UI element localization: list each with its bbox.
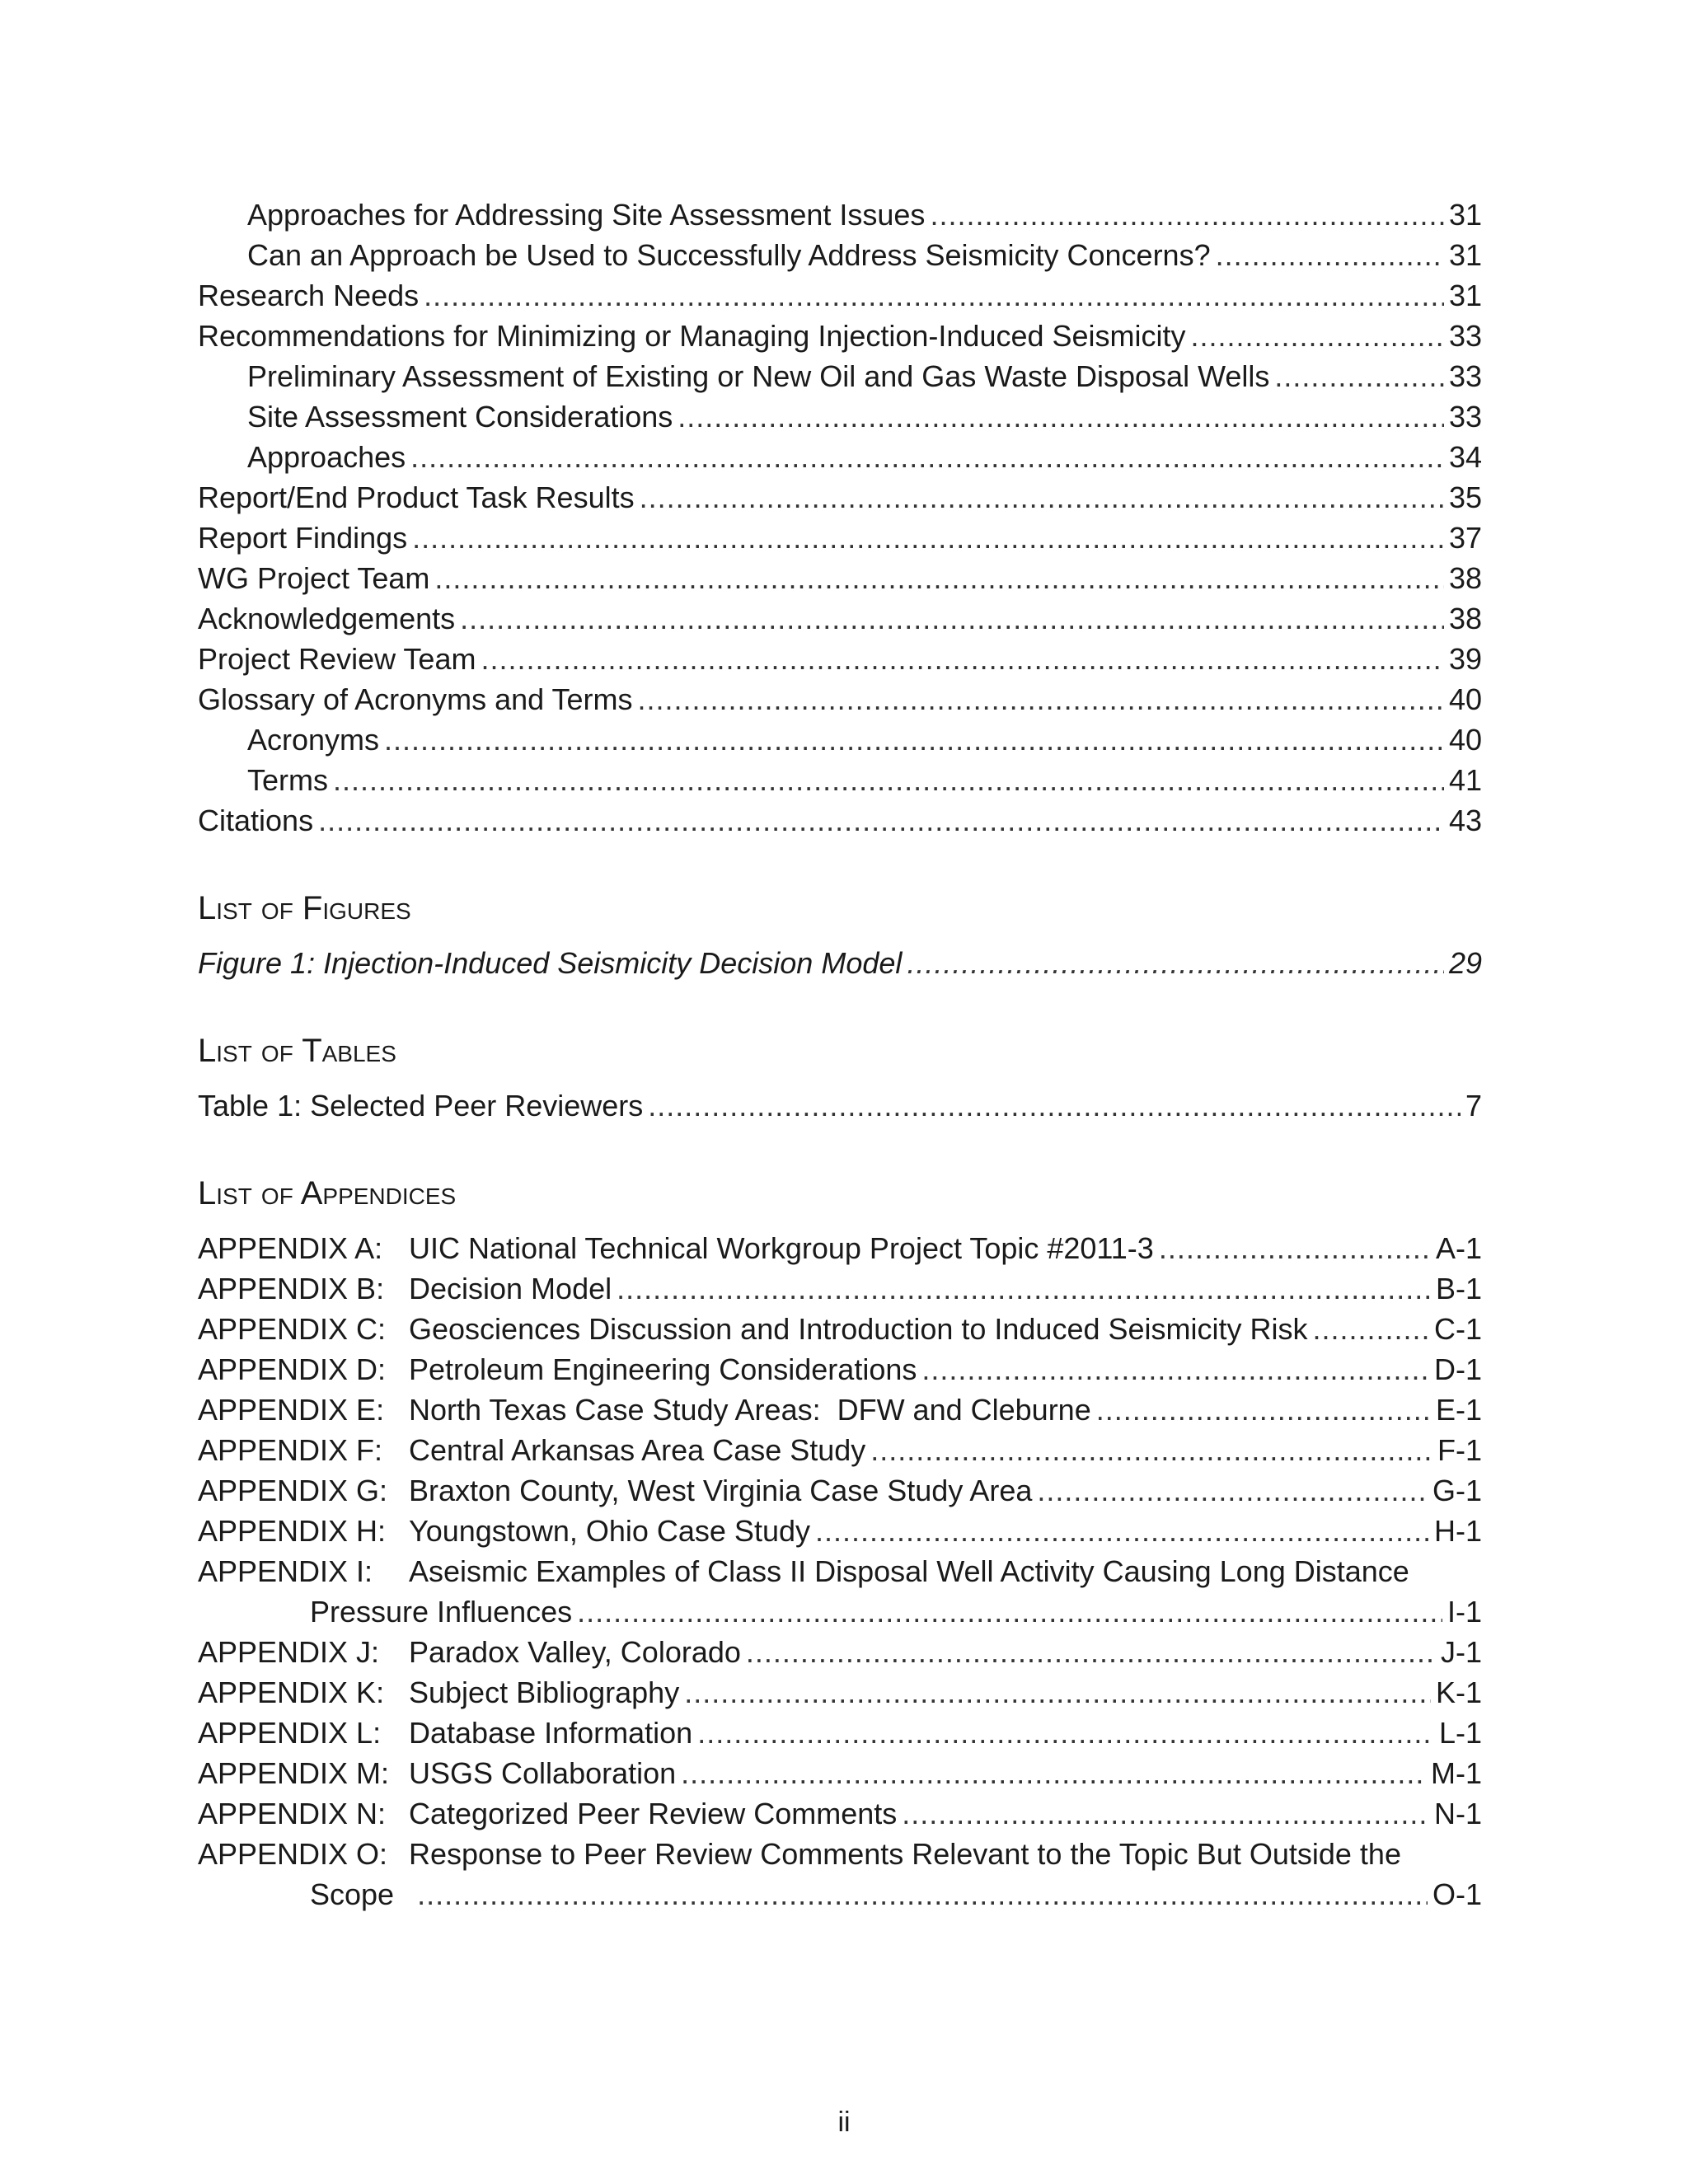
toc-entry-title: WG Project Team	[198, 561, 430, 595]
toc-entry[interactable]	[198, 760, 1482, 800]
appendix-entry[interactable]	[198, 1834, 1482, 1915]
dot-leader	[815, 1511, 1429, 1551]
appendix-label: APPENDIX N:	[198, 1797, 387, 1830]
appendix-label: APPENDIX A:	[198, 1231, 383, 1265]
figure-entry-title: Figure 1: Injection-Induced Seismicity Decision Model	[198, 946, 903, 980]
toc-entry-page: 33	[1448, 359, 1482, 393]
appendix-title: Response to Peer Review Comments Relevant to the Topic But Outside the	[409, 1837, 1401, 1871]
appendix-title: North Texas Case Study Areas: DFW and Cleburne	[409, 1393, 1091, 1427]
dot-leader	[930, 194, 1444, 235]
appendix-label: APPENDIX I:	[198, 1554, 373, 1588]
appendix-title: Subject Bibliography	[409, 1675, 680, 1709]
appendix-title: Paradox Valley, Colorado	[409, 1635, 741, 1669]
appendix-page: C-1	[1433, 1312, 1482, 1346]
toc-entry-page: 39	[1448, 642, 1482, 676]
toc-entry[interactable]	[198, 477, 1482, 518]
dot-leader	[684, 1672, 1431, 1713]
toc-entry-title: Acronyms	[247, 723, 380, 757]
appendix-entry[interactable]	[198, 1309, 1482, 1349]
toc-entry-title: Preliminary Assessment of Existing or New Oil and Gas Waste Disposal Wells	[247, 359, 1270, 393]
toc-entry-title: Can an Approach be Used to Successfully Address Seismicity Concerns?	[247, 238, 1211, 272]
toc-entry[interactable]	[198, 800, 1482, 841]
toc-entry-title: Glossary of Acronyms and Terms	[198, 682, 633, 716]
toc-entry[interactable]	[198, 518, 1482, 558]
appendix-entry[interactable]	[198, 1228, 1482, 1268]
toc-entry-title: Report/End Product Task Results	[198, 480, 635, 514]
toc-entry-title: Site Assessment Considerations	[247, 400, 673, 434]
appendix-label: APPENDIX G:	[198, 1474, 388, 1507]
appendix-label: APPENDIX F:	[198, 1433, 383, 1467]
appendix-label: APPENDIX H:	[198, 1514, 387, 1548]
toc-entry[interactable]	[198, 719, 1482, 760]
appendix-page: F-1	[1437, 1433, 1482, 1467]
dot-leader	[1159, 1228, 1431, 1268]
appendix-entry[interactable]	[198, 1511, 1482, 1551]
dot-leader	[384, 719, 1444, 760]
dot-leader	[746, 1632, 1436, 1672]
toc-entry-page: 40	[1448, 723, 1482, 757]
dot-leader	[697, 1713, 1434, 1753]
toc-entry-page: 31	[1448, 198, 1482, 232]
appendix-entry[interactable]	[198, 1551, 1482, 1632]
toc-entry-title: Report Findings	[198, 521, 408, 555]
appendix-entry[interactable]	[198, 1390, 1482, 1430]
appendix-title: Database Information	[409, 1716, 693, 1750]
appendix-title-continuation: Pressure Influences	[310, 1595, 573, 1629]
appendix-label: APPENDIX K:	[198, 1675, 385, 1709]
dot-leader	[1096, 1390, 1431, 1430]
toc-entry-page: 38	[1448, 561, 1482, 595]
appendix-label: APPENDIX C:	[198, 1312, 387, 1346]
appendix-page: E-1	[1435, 1393, 1482, 1427]
appendix-title: Petroleum Engineering Considerations	[409, 1352, 917, 1386]
appendix-title-continuation: Scope	[310, 1877, 395, 1911]
dot-leader	[678, 396, 1444, 437]
toc-entry-title: Research Needs	[198, 279, 420, 312]
dot-leader	[424, 275, 1444, 316]
toc-entry[interactable]	[198, 558, 1482, 598]
toc-entry-page: 34	[1448, 440, 1482, 474]
appendix-entry[interactable]	[198, 1470, 1482, 1511]
toc-entry-page: 38	[1448, 602, 1482, 635]
toc-entry-title: Recommendations for Minimizing or Managing Injection-Induced Seismicity	[198, 319, 1186, 353]
toc-entry[interactable]	[198, 396, 1482, 437]
figure-entry[interactable]	[198, 943, 1482, 983]
appendix-entry[interactable]	[198, 1672, 1482, 1713]
toc-entry-page: 37	[1448, 521, 1482, 555]
dot-leader	[434, 558, 1444, 598]
figure-entry-page: 29	[1448, 946, 1482, 980]
dot-leader	[412, 518, 1444, 558]
dot-leader	[907, 943, 1444, 983]
toc-entry-title: Citations	[198, 804, 314, 837]
appendix-label: APPENDIX O:	[198, 1837, 388, 1871]
dot-leader	[417, 1874, 1428, 1915]
dot-leader	[870, 1430, 1432, 1470]
appendix-title: Central Arkansas Area Case Study	[409, 1433, 866, 1467]
dot-leader	[681, 1753, 1426, 1793]
toc-entry-page: 43	[1448, 804, 1482, 837]
dot-leader	[481, 639, 1443, 679]
dot-leader	[638, 679, 1444, 719]
table-entry[interactable]	[198, 1085, 1482, 1126]
list-of-tables-heading: List of Tables	[198, 1033, 396, 1069]
dot-leader	[318, 800, 1444, 841]
appendix-entry[interactable]	[198, 1793, 1482, 1834]
appendix-title: Categorized Peer Review Comments	[409, 1797, 898, 1830]
appendix-entry-first-line	[198, 1551, 1482, 1591]
appendix-title: Youngstown, Ohio Case Study	[409, 1514, 810, 1548]
dot-leader	[640, 477, 1444, 518]
appendix-page: K-1	[1435, 1675, 1482, 1709]
appendix-entry[interactable]	[198, 1268, 1482, 1309]
appendix-entry[interactable]	[198, 1753, 1482, 1793]
appendix-label: APPENDIX D:	[198, 1352, 387, 1386]
toc-entry-page: 40	[1448, 682, 1482, 716]
dot-leader	[648, 1085, 1461, 1126]
appendix-title: Decision Model	[409, 1272, 612, 1305]
appendix-title: USGS Collaboration	[409, 1756, 677, 1790]
toc-entry[interactable]	[198, 598, 1482, 639]
appendix-label: APPENDIX L:	[198, 1716, 382, 1750]
appendix-page: J-1	[1440, 1635, 1482, 1669]
toc-entry-page: 31	[1448, 279, 1482, 312]
appendix-entry[interactable]	[198, 1632, 1482, 1672]
toc-entry-page: 41	[1448, 763, 1482, 797]
dot-leader	[1037, 1470, 1428, 1511]
list-of-appendices-heading: List of Appendices	[198, 1175, 457, 1212]
toc-main-section	[198, 194, 1482, 841]
appendix-page: H-1	[1433, 1514, 1482, 1548]
toc-entry-page: 35	[1448, 480, 1482, 514]
dot-leader	[577, 1591, 1442, 1632]
dot-leader	[1191, 316, 1444, 356]
list-of-figures-heading: List of Figures	[198, 890, 411, 926]
appendix-title: Aseismic Examples of Class II Disposal Well Activity Causing Long Distance	[409, 1554, 1409, 1588]
toc-entry-title: Acknowledgements	[198, 602, 456, 635]
appendix-entry[interactable]	[198, 1430, 1482, 1470]
toc-entry[interactable]	[198, 275, 1482, 316]
appendix-page: N-1	[1433, 1797, 1482, 1830]
dot-leader	[1313, 1309, 1429, 1349]
appendix-label: APPENDIX M:	[198, 1756, 390, 1790]
dot-leader	[921, 1349, 1429, 1390]
toc-entry[interactable]	[198, 639, 1482, 679]
table-of-contents-page	[198, 194, 1482, 1915]
toc-entry-page: 33	[1448, 319, 1482, 353]
appendix-entry-continuation	[198, 1874, 1482, 1915]
toc-entry[interactable]	[198, 316, 1482, 356]
dot-leader	[1274, 356, 1444, 396]
dot-leader	[902, 1793, 1429, 1834]
dot-leader	[410, 437, 1444, 477]
toc-entry-title: Terms	[247, 763, 328, 797]
appendix-label: APPENDIX E:	[198, 1393, 385, 1427]
page-number: ii	[837, 2107, 851, 2138]
appendix-label: APPENDIX J:	[198, 1635, 380, 1669]
appendix-title: UIC National Technical Workgroup Project Topic #2011-3	[409, 1231, 1154, 1265]
toc-entry[interactable]	[198, 194, 1482, 235]
appendix-list	[198, 1228, 1482, 1915]
appendix-page: A-1	[1435, 1231, 1482, 1265]
dot-leader	[460, 598, 1444, 639]
toc-entry-page: 31	[1448, 238, 1482, 272]
table-entry-page: 7	[1465, 1089, 1482, 1122]
appendix-entry[interactable]	[198, 1349, 1482, 1390]
toc-entry[interactable]	[198, 235, 1482, 275]
appendix-label: APPENDIX B:	[198, 1272, 385, 1305]
dot-leader	[333, 760, 1444, 800]
appendix-page: M-1	[1431, 1756, 1482, 1790]
toc-entry[interactable]	[198, 437, 1482, 477]
appendix-title: Braxton County, West Virginia Case Study Area	[409, 1474, 1033, 1507]
toc-entry-title: Approaches for Addressing Site Assessment Issues	[247, 198, 926, 232]
toc-entry-title: Approaches	[247, 440, 406, 474]
appendix-page: O-1	[1432, 1877, 1482, 1911]
toc-entry-page: 33	[1448, 400, 1482, 434]
appendix-page: G-1	[1432, 1474, 1482, 1507]
appendix-entry-continuation	[198, 1591, 1482, 1632]
dot-leader	[1216, 235, 1444, 275]
table-entry-title: Table 1: Selected Peer Reviewers	[198, 1089, 644, 1122]
appendix-page: I-1	[1447, 1595, 1482, 1629]
toc-entry[interactable]	[198, 356, 1482, 396]
appendix-entry-first-line	[198, 1834, 1482, 1874]
appendix-entry[interactable]	[198, 1713, 1482, 1753]
appendix-title: Geosciences Discussion and Introduction to Induced Seismicity Risk	[409, 1312, 1308, 1346]
dot-leader	[617, 1268, 1431, 1309]
toc-entry[interactable]	[198, 679, 1482, 719]
appendix-page: B-1	[1435, 1272, 1482, 1305]
appendix-page: D-1	[1433, 1352, 1482, 1386]
toc-entry-title: Project Review Team	[198, 642, 476, 676]
appendix-page: L-1	[1438, 1716, 1482, 1750]
